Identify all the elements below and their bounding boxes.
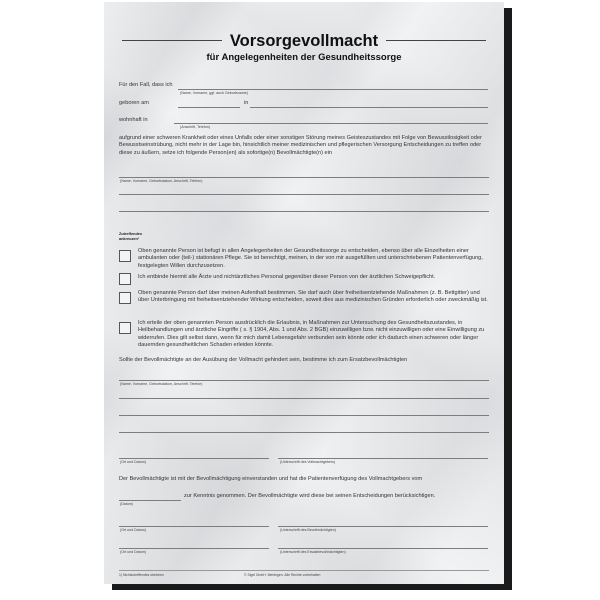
agent-line-3[interactable]: [119, 211, 489, 212]
agent-hint: (Name, Vorname, Geburtsdatum, Anschrift, Telefon): [120, 179, 203, 183]
principal-signature-line[interactable]: [278, 458, 488, 459]
document-sheet: [104, 2, 504, 584]
birthplace-label: in: [244, 100, 249, 106]
consent-paragraph-2: zur Kenntnis genommen. Der Bevollmächtigte wird diese bei seinen Entscheidungen berücksichtigen.: [184, 493, 436, 499]
substitute-place-date-hint: (Ort und Datum): [120, 550, 146, 554]
document-title: Vorsorgevollmacht: [229, 32, 379, 50]
agent-line-2[interactable]: [119, 194, 489, 195]
consent-date-line[interactable]: [119, 500, 181, 501]
principal-signature-hint: (Unterschrift des Vollmachtgebers): [280, 460, 336, 464]
substitute-line-1[interactable]: [119, 380, 489, 381]
for-case-label: Für den Fall, dass ich: [119, 82, 173, 88]
option-2-text: Ich entbinde hiermit alle Ärzte und nichtärztliches Personal gegenüber dieser Person von der ärztlichen Schweigepflicht.: [138, 274, 436, 280]
option-2-checkbox[interactable]: [119, 273, 131, 285]
substitute-paragraph: Sollte der Bevollmächtigte an der Ausübung der Vollmacht gehindert sein, bestimme ich zum Ersatzbevollmächtigten: [119, 357, 408, 363]
option-1-text: Oben genannte Person ist befugt in allen Angelegenheiten der Gesundheitssorge zu entscheiden, ebenso über alle Einzelheiten einer ambulanten oder (teil-) stationären Pflege. Sie ist berechtigt, meinen, in der von mir ausgefüllten und unterschriebenen Patientenverfügung, festgelegten Willen durchzusetzen.: [138, 248, 483, 269]
substitute-line-4[interactable]: [119, 432, 489, 433]
footer-rule: [119, 570, 489, 571]
substitute-signature-hint: (Unterschrift des Ersatzbevollmächtigten): [280, 550, 346, 554]
agent-place-date-hint: (Ort und Datum): [120, 528, 146, 532]
option-4-text: Ich erteile der oben genannten Person ausdrücklich die Erlaubnis, in Maßnahmen zur Untersuchung des Gesundheitszustandes, in Heilbehandlungen und ärztliche Eingriffe ( s. § 1904, Abs. 1 und Abs. 2 BGB) einzuwilligen bzw. nicht einzuwilligen oder eine Einwilligung zu widerrufen. Dies gilt selbst dann, wenn für mich damit Lebensgefahr verbunden sein könnte oder ich dadurch einen schweren oder länger dauernden gesundheitlichen Schaden erleiden könnte.: [138, 320, 485, 349]
principal-place-date-line[interactable]: [119, 458, 269, 459]
document-subtitle: für Angelegenheiten der Gesundheitssorge: [206, 52, 402, 63]
birthplace-line[interactable]: [250, 107, 488, 108]
agent-place-date-line[interactable]: [119, 526, 269, 527]
option-3-text: Oben genannte Person darf über meinen Aufenthalt bestimmen. Sie darf auch über freiheitsentziehende Maßnahmen (z. B. Bettgitter) und über Unterbringung mit freiheitsentziehender Wirkung entscheiden, soweit dies aus medizinischen Gründen erforderlich oder zweckmäßig ist.: [138, 290, 488, 304]
option-1-checkbox[interactable]: [119, 250, 131, 262]
checkbox-header: Zutreffendes ankreuzen¹: [119, 232, 142, 241]
footer-copyright: © Sigel GmbH, Mertingen. Alle Rechte vorbehalten: [244, 573, 321, 577]
birth-date-line[interactable]: [178, 107, 240, 108]
address-hint: (Anschrift, Telefon): [180, 125, 210, 129]
agent-signature-hint: (Unterschrift des Bevollmächtigten): [280, 528, 336, 532]
agent-signature-line[interactable]: [278, 526, 488, 527]
agent-line-1[interactable]: [119, 177, 489, 178]
born-label: geboren am: [119, 100, 149, 106]
substitute-hint: (Name, Vorname, Geburtsdatum, Anschrift, Telefon): [120, 382, 203, 386]
resident-label: wohnhaft in: [119, 117, 148, 123]
consent-paragraph-1: Der Bevollmächtigte ist mit der Bevollmächtigung einverstanden und hat die Patientenverfügung des Vollmachtgebers vom: [119, 476, 423, 482]
address-line[interactable]: [174, 123, 488, 124]
footer-note: 1) Nichtzutreffendes streichen: [119, 573, 164, 577]
substitute-signature-line[interactable]: [278, 548, 488, 549]
substitute-place-date-line[interactable]: [119, 548, 269, 549]
option-4-checkbox[interactable]: [119, 322, 131, 334]
principal-name-line[interactable]: [178, 89, 488, 90]
consent-date-hint: (Datum): [120, 502, 133, 506]
intro-paragraph: aufgrund einer schweren Krankheit oder eines Unfalls oder einer sonstigen Störung meines Geisteszustandes mit Folge von Bewusstlosigkeit oder Bewusstseinstrübung, nicht mehr in der Lage bin, hinsichtlich meiner medizinischen und pflegerischen Versorgung Entscheidungen zu treffen oder diese zu äußern, setze ich folgende Person(en) als sofortige(n) Bevollmächtigte(n) ein: [119, 135, 482, 156]
option-3-checkbox[interactable]: [119, 292, 131, 304]
substitute-line-2[interactable]: [119, 398, 489, 399]
principal-name-hint: (Name, Vorname, ggf. auch Geburtsname): [180, 91, 248, 95]
principal-place-date-hint: (Ort und Datum): [120, 460, 146, 464]
substitute-line-3[interactable]: [119, 415, 489, 416]
